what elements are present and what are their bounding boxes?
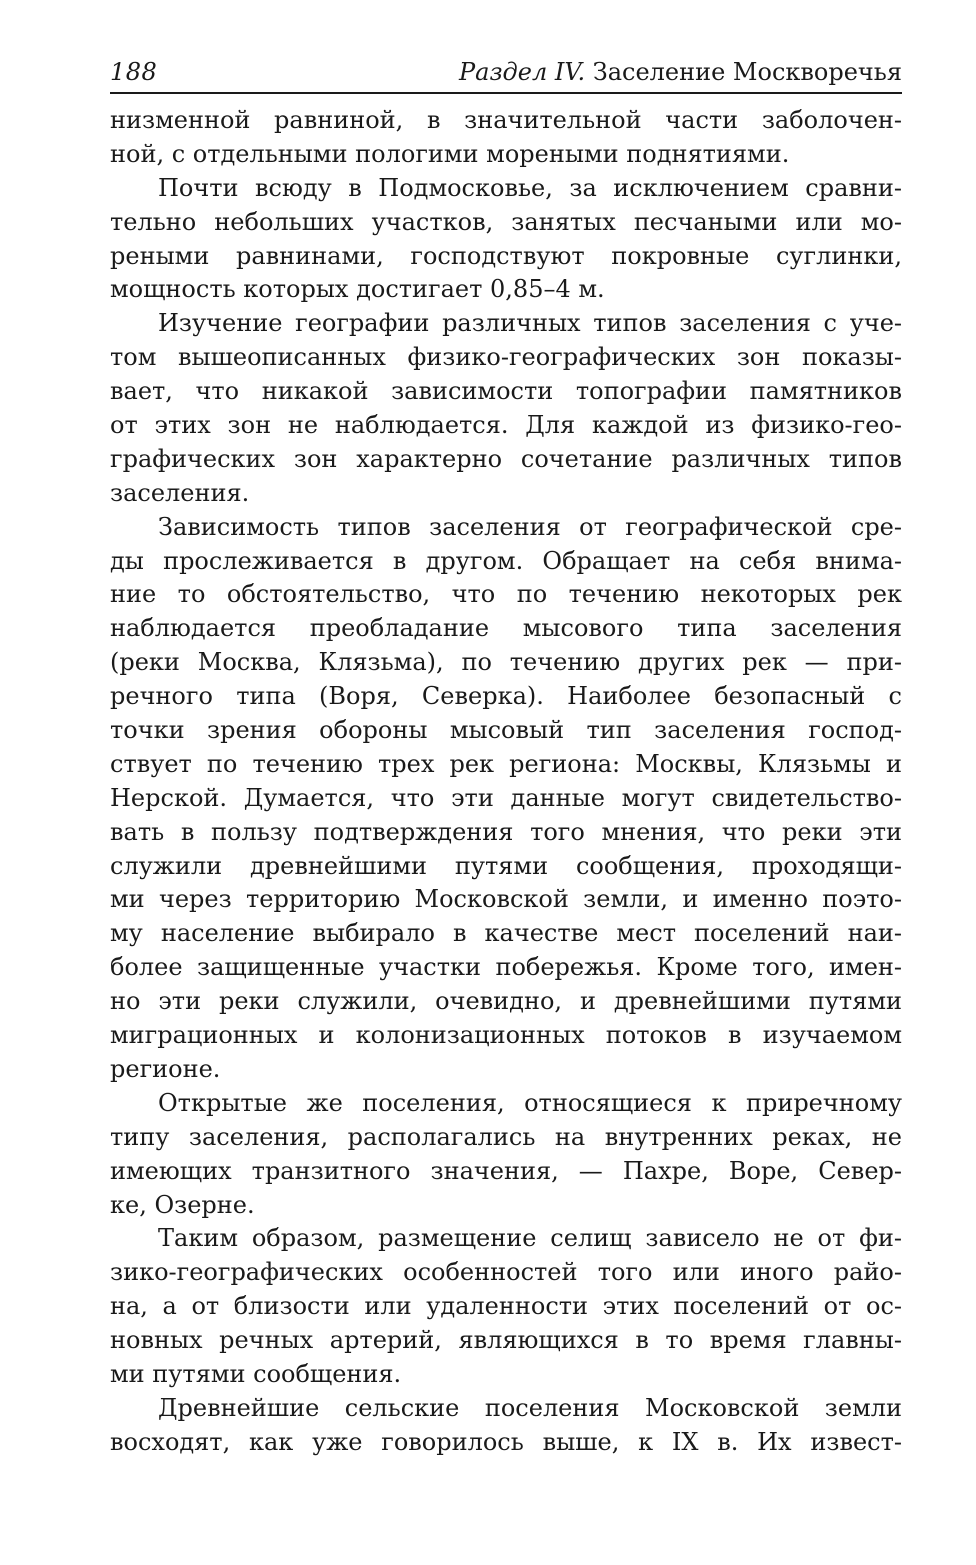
section-name: Заселение Москворечья [592, 58, 902, 86]
text-line: но эти реки служили, очевидно, и древнейшими путями [110, 987, 902, 1016]
running-head [110, 52, 902, 94]
page-number: 188 [110, 58, 158, 86]
paragraph [110, 1087, 902, 1223]
text-line: типу заселения, располагались на внутренних реках, не [110, 1122, 902, 1151]
text-line: речного типа (Воря, Северка). Наиболее безопасный с [110, 682, 902, 711]
text-line: вать в пользу подтверждения того мнения, что реки эти [110, 817, 902, 846]
text-line: Нерской. Думается, что эти данные могут свидетельство- [110, 783, 902, 812]
text-line: ми через территорию Московской земли, и именно поэто- [110, 885, 902, 914]
paragraph [110, 307, 902, 510]
text-line: ной, с отдельными пологими мореными поднятиями. [110, 139, 790, 168]
text-line: низменной равниной, в значительной части заболочен- [110, 106, 902, 134]
text-line: зико-географических особенностей того или иного райо- [110, 1258, 902, 1287]
text-line: том вышеописанных физико-географических зон показы- [110, 343, 902, 372]
text-line: реными равнинами, господствуют покровные суглинки, [110, 241, 902, 270]
text-line: Открытые же поселения, относящиеся к приречному [158, 1088, 902, 1117]
text-line: заселения. [110, 478, 250, 507]
text-line: наблюдается преобладание мысового типа заселения [110, 614, 902, 643]
text-line: Древнейшие сельские поселения Московской земли [158, 1393, 902, 1422]
text-line: на, а от близости или удаленности этих поселений от ос- [110, 1292, 902, 1321]
paragraph [110, 104, 902, 172]
paragraph [110, 511, 902, 1087]
text-line: новных речных артерий, являющихся в то время главны- [110, 1326, 902, 1355]
text-line: мощность которых достигает 0,85–4 м. [110, 275, 605, 304]
text-line: Почти всюду в Подмосковье, за исключением сравни- [158, 173, 902, 202]
text-line: му население выбирало в качестве мест поселений наи- [110, 919, 902, 948]
text-line: вает, что никакой зависимости топографии памятников [110, 377, 902, 406]
text-line: ствует по течению трех рек региона: Москвы, Клязьмы и [110, 749, 902, 778]
text-line: восходят, как уже говорилось выше, к IX в. Их извест- [110, 1427, 902, 1456]
text-line: Зависимость типов заселения от географической сре- [158, 512, 902, 541]
book-page [110, 52, 902, 1460]
text-line: графических зон характерно сочетание различных типов [110, 444, 902, 473]
section-label: Раздел IV. [458, 58, 586, 86]
text-line: ние то обстоятельство, что по течению некоторых рек [110, 580, 902, 609]
text-line: более защищенные участки побережья. Кроме того, имен- [110, 953, 902, 982]
text-line: от этих зон не наблюдается. Для каждой из физико-гео- [110, 411, 902, 440]
text-line: служили древнейшими путями сообщения, проходящи- [110, 851, 902, 880]
paragraph [110, 172, 902, 308]
paragraph [110, 1392, 902, 1460]
text-line: Изучение географии различных типов заселения с уче- [158, 309, 902, 338]
text-line: миграционных и колонизационных потоков в изучаемом [110, 1021, 902, 1050]
paragraph [110, 1222, 902, 1391]
text-line: имеющих транзитного значения, — Пахре, Воре, Север- [110, 1156, 902, 1185]
text-line: тельно небольших участков, занятых песчаными или мо- [110, 207, 902, 236]
text-line: ды прослеживается в другом. Обращает на себя внима- [110, 546, 902, 575]
text-line: регионе. [110, 1054, 221, 1083]
body-text [110, 104, 902, 1460]
text-line: точки зрения обороны мысовый тип заселения господ- [110, 716, 902, 745]
text-line: (реки Москва, Клязьма), по течению других рек — при- [110, 648, 902, 677]
section-title [459, 52, 902, 92]
text-line: ми путями сообщения. [110, 1359, 402, 1388]
text-line: Таким образом, размещение селищ зависело не от фи- [158, 1224, 902, 1253]
text-line: ке, Озерне. [110, 1190, 255, 1219]
